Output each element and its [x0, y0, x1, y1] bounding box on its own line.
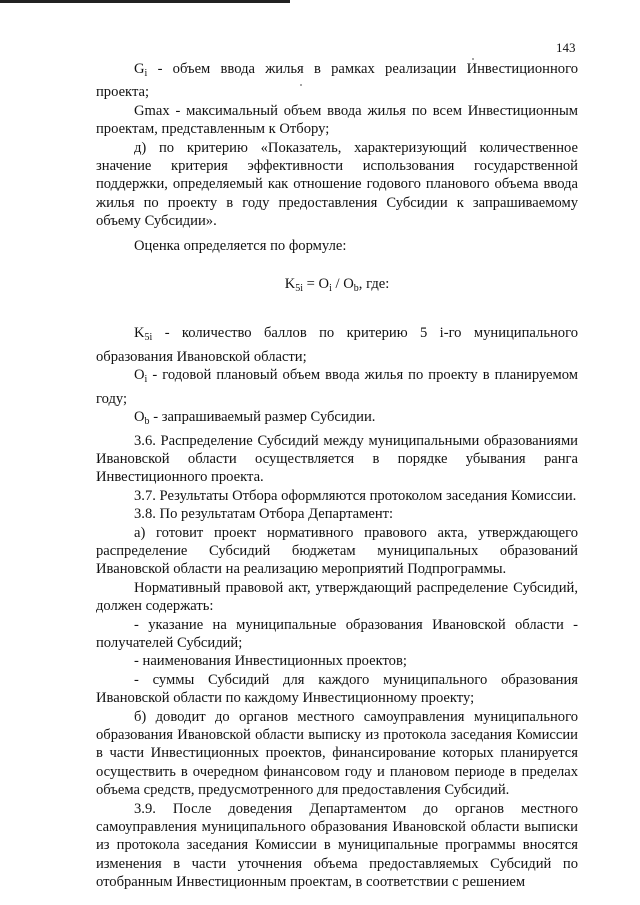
- paragraph-3-9: 3.9. После доведения Департаментом до органов местного самоуправления муниципального образования Ивановской области выписки из протокола заседания Комиссии в муниципальные программы вносятся изменения в части уточнения объема предоставляемых Субсидий по отобранным Инвестиционным проектам, в соответствии с решением: [96, 800, 578, 891]
- page-number: 143: [556, 40, 576, 55]
- paragraph-gi: $G_i$ - объем ввода жилья в рамках реализации Инвестиционного проекта;: [96, 61, 578, 101]
- paragraph-gmax: Gmax - максимальный объем ввода жилья по всем Инвестиционным проектам, представленным к Отбору;: [96, 102, 578, 138]
- formula: $K_{5i} = O_i / O_b$, где:: [284, 276, 390, 295]
- list-item-subsidy-sums: - суммы Субсидий для каждого муниципального образования Ивановской области по каждому Инвестиционному проекту;: [96, 671, 578, 707]
- list-item-municipalities: - указание на муниципальные образования Ивановской области - получателей Субсидий;: [96, 616, 578, 651]
- paragraph-3-8: 3.8. По результатам Отбора Департамент:: [134, 506, 394, 523]
- top-border-line: [0, 0, 290, 3]
- paragraph-3-6: 3.6. Распределение Субсидий между муниципальными образованиями Ивановской области осуществляется в порядке убывания ранга Инвестиционного проекта.: [96, 432, 578, 486]
- list-item-project-names: - наименования Инвестиционных проектов;: [134, 653, 407, 670]
- paragraph-formula-intro: Оценка определяется по формуле:: [134, 237, 347, 254]
- paragraph-3-8-a: а) готовит проект нормативного правового акта, утверждающего распределение Субсидий бюджетам муниципальных образований Ивановской области на реализацию мероприятий Подпрограммы.: [96, 524, 578, 578]
- paragraph-3-7: 3.7. Результаты Отбора оформляются протоколом заседания Комиссии.: [134, 487, 577, 504]
- paragraph-3-8-b: б) доводит до органов местного самоуправления муниципального образования Ивановской области выписку из протокола заседания Комиссии в части Инвестиционных проектов, финансирование которых планируется осуществить в очередном финансовом году и плановом периоде в пределах объема средств, предусмотренного для предоставления Субсидий.: [96, 708, 578, 799]
- paragraph-act-contents: Нормативный правовой акт, утверждающий распределение Субсидий, должен содержать:: [96, 579, 578, 615]
- paragraph-criterion-d: д) по критерию «Показатель, характеризующий количественное значение критерия эффективности использования государственной поддержки, определяемый как отношение годового планового объема ввода жилья по проекту в году предоставления Субсидии к запрашиваемому объему Субсидии».: [96, 139, 578, 230]
- paragraph-k5i: $K_{5i}$ - количество баллов по критерию 5 i-го муниципального образования Ивановской области;: [96, 325, 578, 365]
- document-body: [96, 60, 578, 892]
- paragraph-ob: $O_b$ - запрашиваемый размер Субсидии.: [134, 409, 376, 428]
- paragraph-oi: $O_i$ - годовой плановый объем ввода жилья по проекту в планируемом году;: [96, 367, 578, 407]
